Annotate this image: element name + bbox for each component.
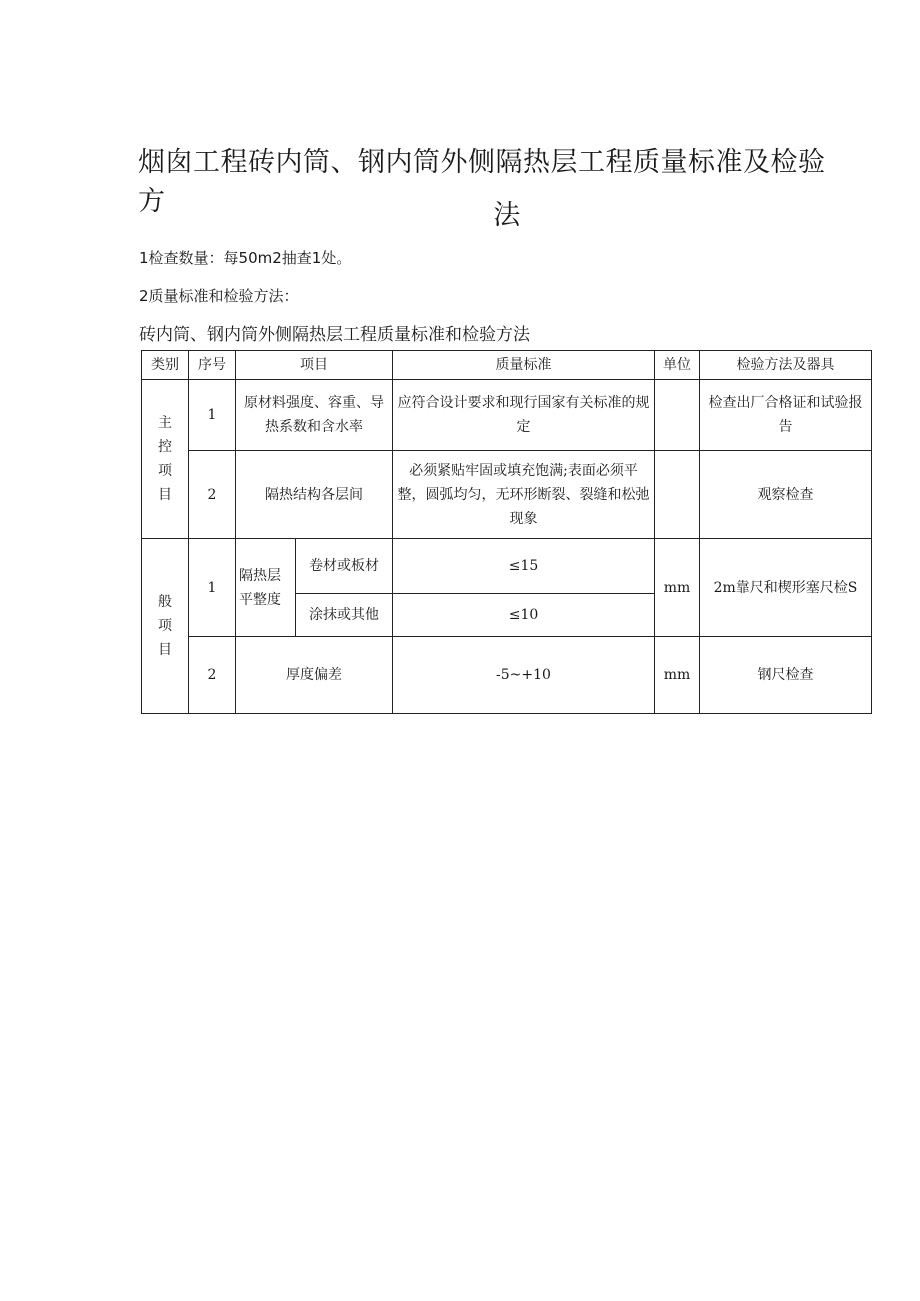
- row-standard: ≤10: [393, 594, 655, 637]
- row-subitem: 卷材或板材: [296, 539, 393, 594]
- row-unit: [655, 451, 700, 539]
- header-item: 项目: [236, 351, 393, 380]
- general-category-cell: 般 项 目: [142, 539, 189, 714]
- row-unit: mm: [655, 539, 700, 637]
- header-number: 序号: [189, 351, 236, 380]
- header-unit: 单位: [655, 351, 700, 380]
- row-item: 厚度偏差: [236, 637, 393, 714]
- row-method: 检查出厂合格证和试验报告: [700, 380, 872, 451]
- table-row: [142, 451, 872, 539]
- inspection-quantity-text: 1检查数量：每50m2抽查1处。: [139, 249, 352, 267]
- document-title-line2: 法: [493, 200, 521, 231]
- row-item: 原材料强度、容重、导热系数和含水率: [236, 380, 393, 451]
- quality-standard-heading: 2质量标准和检验方法：: [139, 287, 299, 305]
- row-standard: ≤15: [393, 539, 655, 594]
- row-method: 2m靠尺和楔形塞尺检S: [700, 539, 872, 637]
- row-number: 1: [189, 539, 236, 637]
- row-method: 观察检查: [700, 451, 872, 539]
- row-unit: mm: [655, 637, 700, 714]
- header-standard: 质量标准: [393, 351, 655, 380]
- table-row: [142, 380, 872, 451]
- row-standard: 必须紧贴牢固或填充饱满;表面必须平整，圆弧均匀，无环形断裂、裂缝和松弛现象: [393, 451, 655, 539]
- header-method: 检验方法及器具: [700, 351, 872, 380]
- quality-standard-table: [141, 350, 872, 714]
- table-row: [142, 637, 872, 714]
- row-number: 2: [189, 637, 236, 714]
- row-unit: [655, 380, 700, 451]
- row-standard: -5~+10: [393, 637, 655, 714]
- row-item: 隔热层平整度: [236, 539, 296, 637]
- row-method: 钢尺检查: [700, 637, 872, 714]
- table-header-row: [142, 351, 872, 380]
- table-caption: 砖内筒、钢内筒外侧隔热层工程质量标准和检验方法: [139, 325, 530, 345]
- row-number: 2: [189, 451, 236, 539]
- row-subitem: 涂抹或其他: [296, 594, 393, 637]
- main-category-cell: 主 控 项 目: [142, 380, 189, 539]
- row-standard: 应符合设计要求和现行国家有关标准的规定: [393, 380, 655, 451]
- document-title-line1: 烟囱工程砖内筒、钢内筒外侧隔热层工程质量标准及检验方: [138, 147, 826, 217]
- row-number: 1: [189, 380, 236, 451]
- header-category: 类别: [142, 351, 189, 380]
- row-item: 隔热结构各层间: [236, 451, 393, 539]
- table-row: [142, 539, 872, 594]
